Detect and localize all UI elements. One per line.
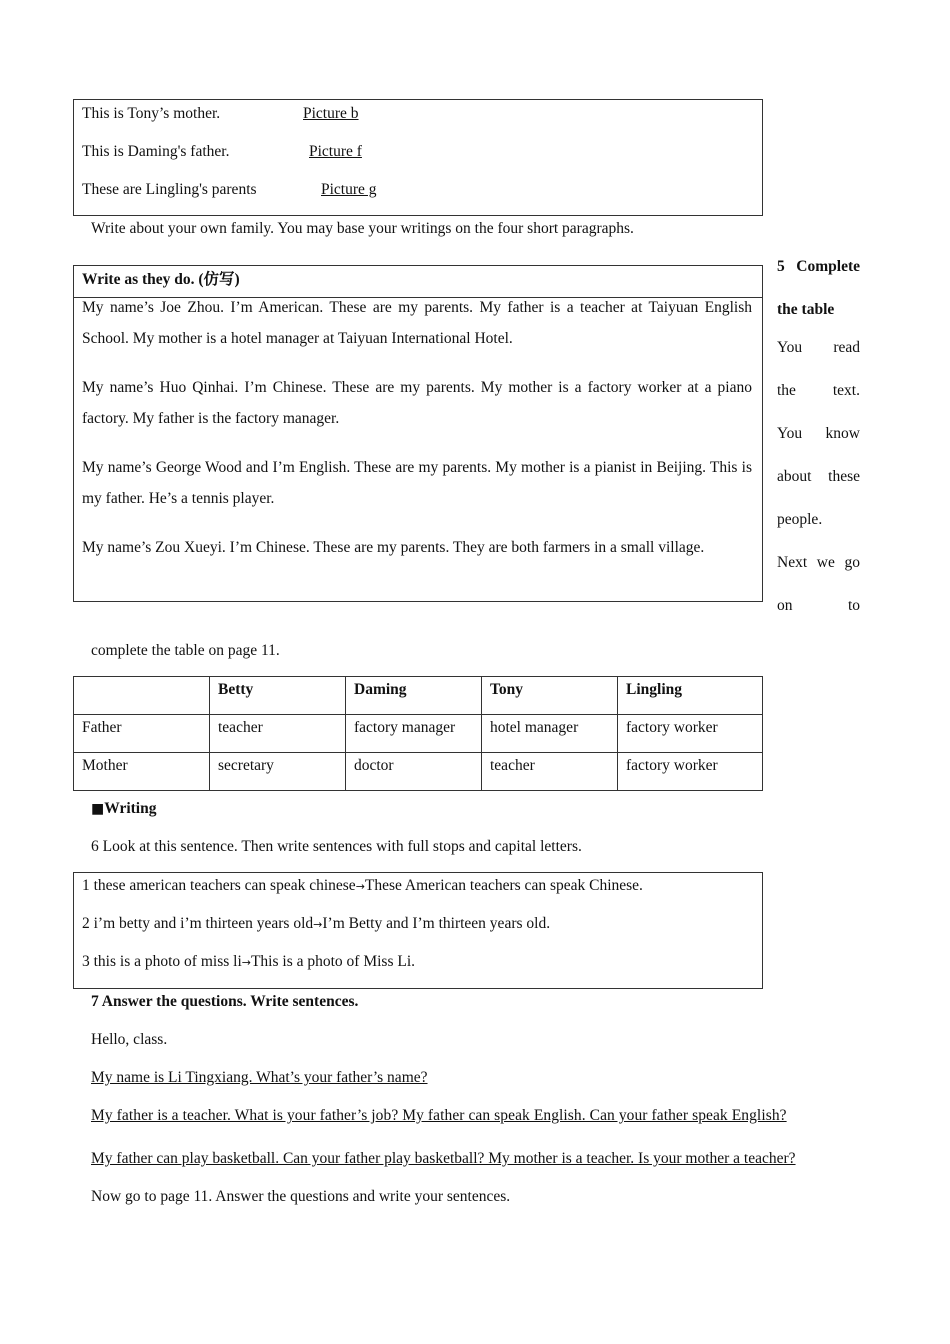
side-note-line: Next we go (777, 554, 860, 571)
side-note-line: You know (777, 425, 860, 442)
table-header-cell: Daming (346, 677, 482, 715)
arrow-right-icon: → (313, 918, 323, 931)
imitate-paragraph: My name’s George Wood and I’m English. These are my parents. My mother is a pianist in Beijing. This is my father. He’s a tennis player. (82, 459, 752, 507)
side-note-line: the text. (777, 382, 860, 399)
task7-sample-line: My father can play basketball. Can your father play basketball? My mother is a teacher. Is your mother a teacher? (91, 1150, 796, 1167)
table-header-cell: Lingling (618, 677, 763, 715)
sentence-row: 2 i’m betty and i’m thirteen years old→I’m Betty and I’m thirteen years old. (82, 915, 551, 932)
imitate-paragraph: My name’s Joe Zhou. I’m American. These are my parents. My father is a teacher at Taiyuan English School. My mother is a hotel manager at Taiyuan International Hotel. (82, 299, 752, 347)
side-note (777, 258, 860, 640)
match-row-text: This is Daming's father. (82, 143, 230, 160)
table-cell: Father (74, 715, 210, 753)
side-note-title: 5 Complete (777, 258, 860, 275)
task7-greeting: Hello, class. (91, 1031, 168, 1048)
imitate-header: Write as they do. (仿写) (82, 271, 240, 288)
table-cell: secretary (210, 753, 346, 791)
family-instruction: Write about your own family. You may base your writings on the four short paragraphs. (91, 220, 634, 237)
task7-sample-line: My name is Li Tingxiang. What’s your father’s name? (91, 1069, 428, 1086)
task7-closing: Now go to page 11. Answer the questions and write your sentences. (91, 1188, 511, 1205)
complete-table-line: complete the table on page 11. (91, 642, 280, 659)
table-header-cell: Tony (482, 677, 618, 715)
side-note-title: the table (777, 301, 835, 318)
table-cell: factory worker (618, 715, 763, 753)
imitate-paragraph: My name’s Huo Qinhai. I’m Chinese. These are my parents. My mother is a factory worker at a piano factory. My father is the factory manager. (82, 379, 752, 427)
match-row-answer: Picture g (321, 181, 377, 198)
task6-instruction: 6 Look at this sentence. Then write sentences with full stops and capital letters. (91, 838, 582, 855)
task7-sample-line: My father is a teacher. What is your father’s job? My father can speak English. Can your father speak English? (91, 1107, 787, 1124)
match-row-text: These are Lingling's parents (82, 181, 257, 198)
arrow-right-icon: → (241, 956, 251, 969)
writing-heading: ■Writing (91, 800, 157, 817)
match-row-answer: Picture b (303, 105, 359, 122)
family-table (73, 676, 763, 791)
table-cell: teacher (210, 715, 346, 753)
task7-heading: 7 Answer the questions. Write sentences. (91, 993, 359, 1010)
side-note-line: people. (777, 511, 823, 528)
side-note-line: on to (777, 597, 860, 614)
side-note-line: You read (777, 339, 860, 356)
sentence-row: 1 these american teachers can speak chinese→These American teachers can speak Chinese. (82, 877, 643, 894)
table-cell (74, 677, 210, 715)
table-row (74, 753, 763, 791)
imitate-paragraph: My name’s Zou Xueyi. I’m Chinese. These are my parents. They are both farmers in a small village. (82, 539, 705, 556)
table-cell: doctor (346, 753, 482, 791)
table-header-row (74, 677, 763, 715)
side-note-line: about these (777, 468, 860, 485)
table-cell: Mother (74, 753, 210, 791)
square-bullet-icon: ■ (91, 801, 105, 817)
table-header-cell: Betty (210, 677, 346, 715)
table-cell: factory worker (618, 753, 763, 791)
table-cell: teacher (482, 753, 618, 791)
table-row (74, 715, 763, 753)
match-row-answer: Picture f (309, 143, 362, 160)
table-cell: hotel manager (482, 715, 618, 753)
table-cell: factory manager (346, 715, 482, 753)
match-row-text: This is Tony’s mother. (82, 105, 221, 122)
sentence-row: 3 this is a photo of miss li→This is a photo of Miss Li. (82, 953, 416, 970)
arrow-right-icon: → (355, 880, 365, 893)
